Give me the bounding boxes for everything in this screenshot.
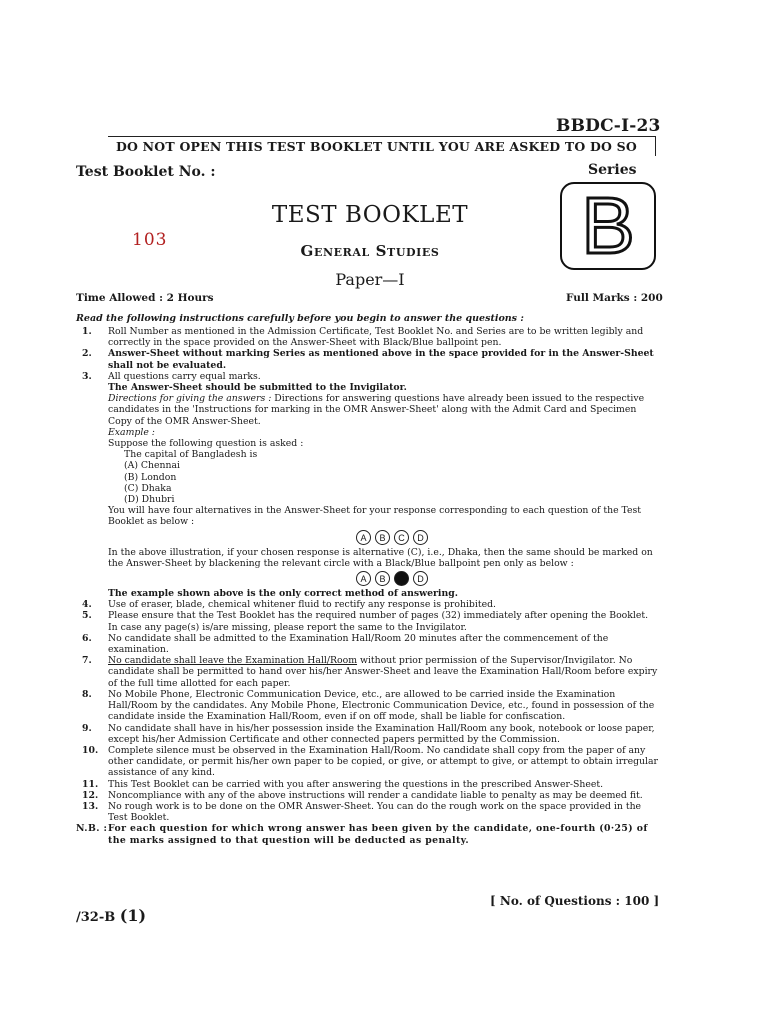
page-title: TEST BOOKLET xyxy=(271,202,469,228)
suppose-text: Suppose the following question is asked : xyxy=(108,438,304,450)
directions-paragraph xyxy=(76,393,658,427)
example-option-a: (A) Chennai xyxy=(124,460,181,472)
list-item xyxy=(76,633,658,655)
series-label: Series xyxy=(588,162,637,178)
example-label: Example : xyxy=(108,426,155,438)
item-text xyxy=(108,655,658,689)
item-text: No Mobile Phone, Electronic Communication Device, etc., are allowed to be carried inside the Examination Hall/Room by the candidates. Any Mobile Phone, Electronic Communication Device, etc., found in possession of the candidate inside the Examination Hall/Room, even if on off mode, shall be liable for confiscation. xyxy=(108,688,655,723)
item-number: 3. xyxy=(82,370,92,382)
underlined-text: No candidate shall leave the Examination Hall/Room xyxy=(108,655,358,667)
illustration-text: In the above illustration, if your chosen response is alternative (C), i.e., Dhaka, then the same should be marked on the Answer-Sheet by blackening the relevant circle with a Black/Blue ballpoint pen only as below : xyxy=(108,546,653,569)
bubble-d: D xyxy=(413,571,428,586)
item-number: 1. xyxy=(82,326,92,337)
item-number: 13. xyxy=(82,800,99,812)
item-text: No candidate shall be admitted to the Examination Hall/Room 20 minutes after the commencement of the examination. xyxy=(108,632,609,656)
nb-text: For each question for which wrong answer has been given by the candidate, one-fourth (0·25) of the marks assigned to that question will be deducted as penalty. xyxy=(108,823,648,846)
instructions-heading: Read the following instructions carefully before you begin to answer the questions : xyxy=(76,313,524,324)
paper-code: BBDC-I-23 xyxy=(556,116,661,136)
footer xyxy=(76,906,146,925)
do-not-open-banner: DO NOT OPEN THIS TEST BOOKLET UNTIL YOU ARE ASKED TO DO SO xyxy=(108,136,656,156)
item-text: This Test Booklet can be carried with you after answering the questions in the prescribed Answer-Sheet. xyxy=(108,778,604,790)
series-letter: B xyxy=(581,181,635,270)
bubble-a: A xyxy=(356,530,371,545)
item-text: All questions carry equal marks. xyxy=(108,370,261,382)
full-marks: Full Marks : 200 xyxy=(566,292,663,304)
example-option-b: (B) London xyxy=(124,471,177,483)
list-item xyxy=(76,348,658,370)
list-item xyxy=(76,723,658,745)
item-text-rest: without prior permission of the Supervisor/Invigilator. No candidate shall be permitted to hand over his/her Answer-Sheet and leave the Examination Hall/Room before expiry of the full time allotted for each paper. xyxy=(108,655,658,689)
bubble-a: A xyxy=(356,571,371,586)
item-number: 8. xyxy=(82,688,92,700)
footer-code: /32-B xyxy=(76,910,116,925)
list-item xyxy=(76,326,658,348)
page-number: (1) xyxy=(119,906,147,925)
item-number: 9. xyxy=(82,722,92,734)
item-number: 7. xyxy=(82,655,92,667)
correct-method-note: The example shown above is the only correct method of answering. xyxy=(108,588,458,600)
item-text: Please ensure that the Test Booklet has the required number of pages (32) immediately after opening the Booklet. In case any page(s) is/are missing, please report the same to the Invigilator. xyxy=(108,610,649,633)
four-alternatives-text: You will have four alternatives in the Answer-Sheet for your response corresponding to each question of the Test Booklet as below : xyxy=(108,505,642,528)
booklet-number-label: Test Booklet No. : xyxy=(76,164,216,180)
example-question: The capital of Bangladesh is xyxy=(124,449,258,461)
example-option-d: (D) Dhubri xyxy=(124,494,175,506)
series-box xyxy=(560,182,656,270)
question-count: [ No. of Questions : 100 ] xyxy=(490,894,660,908)
item-number: 4. xyxy=(82,599,92,611)
bubble-b: B xyxy=(375,571,390,586)
directions-label: Directions for giving the answers : xyxy=(108,393,272,405)
penalty-note xyxy=(76,823,658,845)
item-text: No rough work is to be done on the OMR Answer-Sheet. You can do the rough work on the space provided in the Test Booklet. xyxy=(108,800,642,824)
subject-title: General Studies xyxy=(300,242,440,260)
list-item xyxy=(76,801,658,823)
bubble-d: D xyxy=(413,530,428,545)
list-item xyxy=(76,790,658,801)
answer-bubbles-marked xyxy=(76,571,658,586)
booklet-number-value: 103 xyxy=(132,230,168,250)
answer-bubbles-empty xyxy=(76,530,658,545)
item-number: 12. xyxy=(82,789,99,801)
time-allowed: Time Allowed : 2 Hours xyxy=(76,292,214,304)
list-item xyxy=(76,599,658,610)
submit-note: The Answer-Sheet should be submitted to the Invigilator. xyxy=(108,382,407,394)
item-number: 11. xyxy=(82,778,99,790)
list-item xyxy=(76,745,658,779)
item-text: Complete silence must be observed in the Examination Hall/Room. No candidate shall copy from the paper of any other candidate, or permit his/her own paper to be copied, or give, or attempt to give, or attempt to obtain irregular assistance of any kind. xyxy=(108,744,658,779)
item-text: Use of eraser, blade, chemical whitener fluid to rectify any response is prohibited. xyxy=(108,599,496,611)
instructions-list xyxy=(76,326,658,846)
paper-label: Paper—I xyxy=(335,270,405,289)
item-number: 5. xyxy=(82,610,92,622)
item-number: 6. xyxy=(82,632,92,644)
list-item xyxy=(76,689,658,723)
bubble-c: C xyxy=(394,530,409,545)
item-text: Noncompliance with any of the above instructions will render a candidate liable to penalty as may be deemed fit. xyxy=(108,789,643,801)
list-item xyxy=(76,779,658,790)
item-text: Answer-Sheet without marking Series as mentioned above in the space provided for in the Answer-Sheet shall not be evaluated. xyxy=(108,348,654,371)
item-text: Roll Number as mentioned in the Admission Certificate, Test Booklet No. and Series are to be written legibly and correctly in the space provided on the Answer-Sheet with Black/Blue ballpoint pen. xyxy=(108,326,644,349)
bubble-b: B xyxy=(375,530,390,545)
item-number: 10. xyxy=(82,744,99,756)
list-item xyxy=(76,655,658,689)
list-item xyxy=(76,371,658,382)
directions-text: Directions for answering questions have already been issued to the respective candidates in the 'Instructions for marking in the OMR Answer-Sheet' along with the Admit Card and Specimen Copy of the OMR Answer-Sheet. xyxy=(108,393,645,427)
item-text: No candidate shall have in his/her possession inside the Examination Hall/Room any book, notebook or loose paper, except his/her Admission Certificate and other connected papers permitted by the Commission. xyxy=(108,722,655,745)
nb-label: N.B. : xyxy=(76,823,108,835)
item-number: 2. xyxy=(82,348,92,360)
bubble-c-filled: C xyxy=(394,571,409,586)
example-option-c: (C) Dhaka xyxy=(124,482,172,494)
list-item xyxy=(76,610,658,632)
